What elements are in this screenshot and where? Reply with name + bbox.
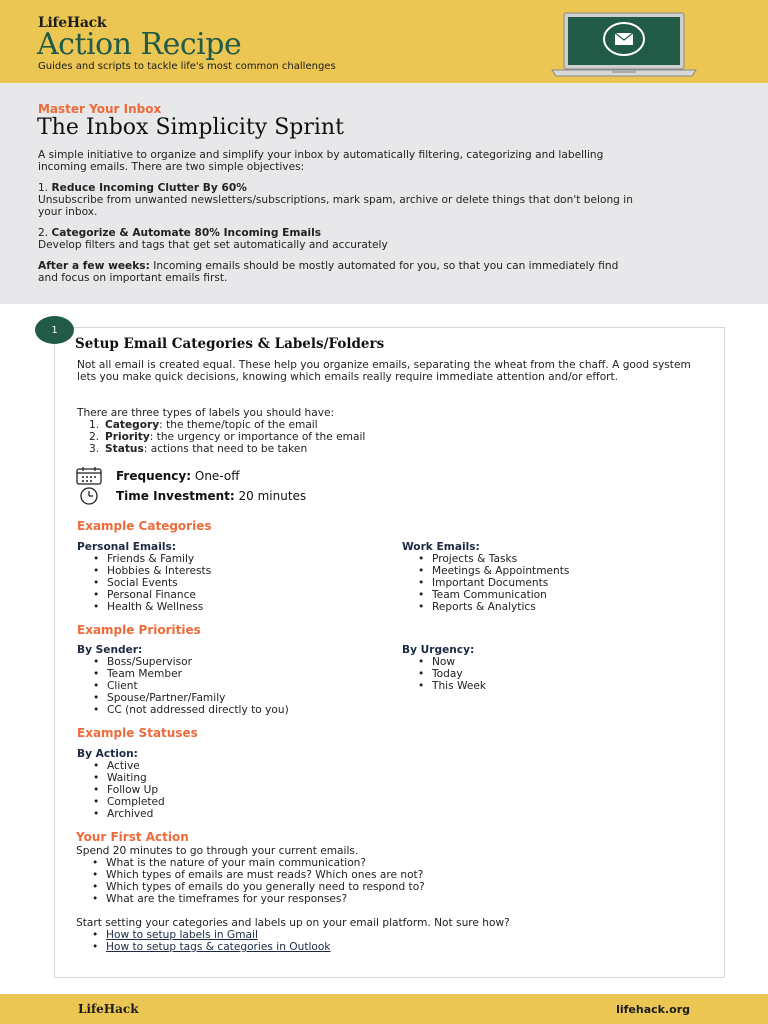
label-types-block xyxy=(77,407,697,455)
urgency-priorities xyxy=(402,644,702,692)
frequency-value: One-off xyxy=(194,469,240,483)
sender-list xyxy=(77,656,387,716)
list-item: • Projects & Tasks xyxy=(402,553,702,565)
after-weeks-text: Incoming emails should be mostly automated for you, so that you can immediately find and focus on important emails first. xyxy=(38,260,619,284)
list-item: • Team Communication xyxy=(402,589,702,601)
list-item: • Client xyxy=(77,680,387,692)
urgency-label: By Urgency: xyxy=(402,644,475,656)
work-list xyxy=(402,553,702,613)
after-weeks xyxy=(38,260,638,284)
personal-categories xyxy=(77,541,377,613)
header-banner xyxy=(0,0,768,83)
footer-bar xyxy=(0,994,768,1024)
personal-list xyxy=(77,553,377,613)
objective-1-title: Reduce Incoming Clutter By 60% xyxy=(51,182,247,194)
label-type-desc: : actions that need to be taken xyxy=(143,443,308,455)
time-label: Time Investment: xyxy=(116,489,235,503)
list-item: • Completed xyxy=(77,796,377,808)
list-item xyxy=(76,929,706,941)
laptop-email-icon xyxy=(550,12,698,78)
list-item: • Important Documents xyxy=(402,577,702,589)
after-weeks-label: After a few weeks: xyxy=(38,260,150,272)
work-label: Work Emails: xyxy=(402,541,480,553)
list-item: • What are the timeframes for your responses? xyxy=(76,893,706,905)
how-to-links xyxy=(76,929,706,953)
categories-heading: Example Categories xyxy=(77,519,212,533)
label-type-number: 1. xyxy=(89,419,100,431)
sender-priorities xyxy=(77,644,387,716)
label-type-name: Priority xyxy=(105,431,150,443)
list-item: • Which types of emails are must reads? Which ones are not? xyxy=(76,869,706,881)
sender-label: By Sender: xyxy=(77,644,143,656)
clock-icon xyxy=(76,487,102,505)
label-types-intro: There are three types of labels you should have: xyxy=(77,407,335,419)
objective-2-number: 2. xyxy=(38,227,49,239)
objective-2 xyxy=(38,227,638,251)
list-item: • Active xyxy=(77,760,377,772)
list-item: • Meetings & Appointments xyxy=(402,565,702,577)
label-type-name: Category xyxy=(105,419,160,431)
personal-label: Personal Emails: xyxy=(77,541,176,553)
label-type-item xyxy=(77,419,697,431)
footer-url[interactable]: lifehack.org xyxy=(616,1003,690,1016)
list-item: • What is the nature of your main communication? xyxy=(76,857,706,869)
statuses-heading: Example Statuses xyxy=(77,726,198,740)
first-action-heading: Your First Action xyxy=(76,830,189,844)
list-item: • Boss/Supervisor xyxy=(77,656,387,668)
list-item: • This Week xyxy=(402,680,702,692)
step-number-badge: 1 xyxy=(35,316,74,344)
priorities-heading: Example Priorities xyxy=(77,623,201,637)
list-item: • Waiting xyxy=(77,772,377,784)
label-type-desc: : the theme/topic of the email xyxy=(159,419,318,431)
list-item: • Archived xyxy=(77,808,377,820)
list-item: • Personal Finance xyxy=(77,589,377,601)
label-type-desc: : the urgency or importance of the email xyxy=(149,431,366,443)
brand-logo: LifeHack xyxy=(38,15,107,31)
label-type-name: Status xyxy=(105,443,144,455)
footer-brand: LifeHack xyxy=(78,1002,139,1016)
first-action-questions xyxy=(76,857,706,905)
calendar-icon xyxy=(76,467,102,485)
list-item: • Reports & Analytics xyxy=(402,601,702,613)
label-type-item xyxy=(77,431,697,443)
objective-1-number: 1. xyxy=(38,182,49,194)
time-row xyxy=(116,489,306,503)
step-title: Setup Email Categories & Labels/Folders xyxy=(75,336,385,352)
list-item: • Today xyxy=(402,668,702,680)
action-statuses xyxy=(77,748,377,820)
frequency-row xyxy=(116,469,239,483)
urgency-list xyxy=(402,656,702,692)
list-item: • CC (not addressed directly to you) xyxy=(77,704,387,716)
label-type-number: 3. xyxy=(89,443,100,455)
list-item xyxy=(76,941,706,953)
list-item: • Team Member xyxy=(77,668,387,680)
intro-kicker: Master Your Inbox xyxy=(38,102,162,116)
action-label: By Action: xyxy=(77,748,138,760)
first-action-closing: Start setting your categories and labels up on your email platform. Not sure how? xyxy=(76,917,510,929)
list-item: • Now xyxy=(402,656,702,668)
time-value: 20 minutes xyxy=(238,489,307,503)
first-action-intro: Spend 20 minutes to go through your current emails. xyxy=(76,845,359,857)
list-item: • Health & Wellness xyxy=(77,601,377,613)
label-type-item xyxy=(77,443,697,455)
objective-1 xyxy=(38,182,638,218)
outlook-categories-link[interactable]: How to setup tags & categories in Outlook xyxy=(106,941,331,953)
intro-lead: A simple initiative to organize and simplify your inbox by automatically filtering, categorizing and labelling incoming emails. There are two simple objectives: xyxy=(38,149,604,173)
objective-1-text: Unsubscribe from unwanted newsletters/subscriptions, mark spam, archive or delete things that don't belong in your inbox. xyxy=(38,194,633,218)
list-item: • Hobbies & Interests xyxy=(77,565,377,577)
intro-section xyxy=(0,83,768,304)
objective-2-title: Categorize & Automate 80% Incoming Emails xyxy=(51,227,322,239)
header-tagline: Guides and scripts to tackle life's most common challenges xyxy=(38,61,336,72)
label-types-list xyxy=(77,419,697,455)
first-action-block xyxy=(76,845,706,953)
step-intro-paragraph: Not all email is created equal. These help you organize emails, separating the wheat from the chaff. A good system lets you make quick decisions, knowing which emails really require immediate attention and/or effort. xyxy=(77,359,691,383)
work-categories xyxy=(402,541,702,613)
list-item: • Follow Up xyxy=(77,784,377,796)
list-item: • Social Events xyxy=(77,577,377,589)
header-title: Action Recipe xyxy=(37,27,242,62)
objective-2-text: Develop filters and tags that get set automatically and accurately xyxy=(38,239,388,251)
frequency-label: Frequency: xyxy=(116,469,192,483)
intro-title: The Inbox Simplicity Sprint xyxy=(37,115,344,140)
list-item: • Friends & Family xyxy=(77,553,377,565)
intro-body xyxy=(38,149,638,293)
gmail-labels-link[interactable]: How to setup labels in Gmail xyxy=(106,929,258,941)
list-item: • Which types of emails do you generally need to respond to? xyxy=(76,881,706,893)
action-list xyxy=(77,760,377,820)
label-type-number: 2. xyxy=(89,431,100,443)
list-item: • Spouse/Partner/Family xyxy=(77,692,387,704)
